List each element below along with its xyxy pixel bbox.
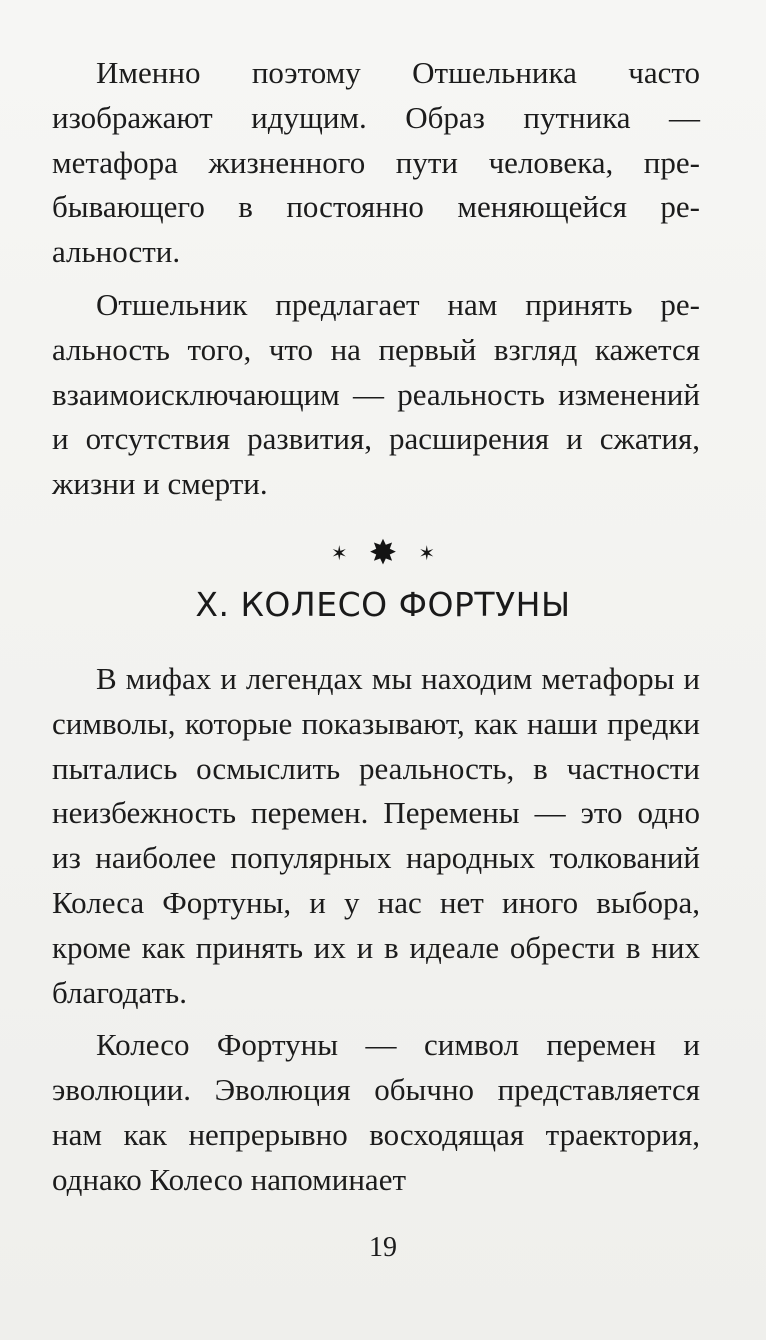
paragraph: Колесо Фортуны — символ перемен и эволюции. Эволюция обычно представляется нам как непрерывно восходящая траектория, однако Колесо напоминает [52,1027,700,1197]
star-ornament-icon: ✶ [330,540,348,565]
page-number: 19 [369,1232,397,1263]
text-section-hermit [52,51,700,507]
text-section-wheel-of-fortune [52,657,700,1203]
paragraph: Именно поэтому Отшельника часто изображают идущим. Образ путника — метафора жизненного пути человека, пребывающего в постоянно меняющейся реальности. [52,55,700,270]
star-ornament-icon: ✸ [368,532,398,573]
chapter-heading: X. КОЛЕСО ФОРТУНЫ [195,585,571,624]
section-divider-ornament [0,532,766,572]
paragraph: В мифах и легендах мы находим метафоры и символы, которые показывают, как наши предки пытались осмыслить реальность, в частности неизбежность перемен. Перемены — это одно из наиболее популярных народных толкований Колеса Фортуны, и у нас нет иного выбора, кроме как принять их и в идеале обрести в них благодать. [52,661,700,1010]
star-ornament-icon: ✶ [418,540,436,565]
paragraph: Отшельник предлагает нам принять реальность того, что на первый взгляд кажется взаимоисключающим — реальность изменений и отсутствия развития, расширения и сжатия, жизни и смерти. [52,286,700,502]
